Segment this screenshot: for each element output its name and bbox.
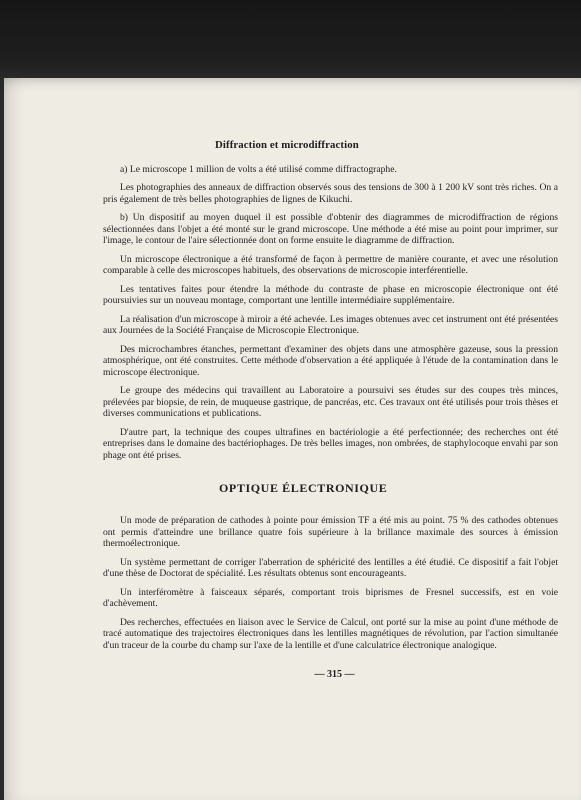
paragraph: Un interféromètre à faisceaux séparés, comportant trois biprismes de Fresnel successifs, est en voie d'achèvement. xyxy=(103,586,558,610)
paragraph: Un mode de préparation de cathodes à pointe pour émission TF a été mis au point. 75 % des cathodes obtenues ont permis d'atteindre une brillance quatre fois supérieure à la brillance maximale des sources à émission thermoélectronique. xyxy=(103,515,558,550)
page-content xyxy=(103,140,558,681)
paragraph: Les tentatives faites pour étendre la méthode du contraste de phase en microscopie électronique ont été poursuivies sur un nouveau montage, comportant une lentille intermédiaire supplémentaire. xyxy=(103,283,558,307)
paragraph: Le groupe des médecins qui travaillent au Laboratoire a poursuivi ses études sur des coupes très minces, prélevées par biopsie, de rein, de muqueuse gastrique, de pancréas, etc. Ces travaux ont été utilisés pour trois thèses et diverses communications et publications. xyxy=(103,385,558,420)
paragraph: b) Un dispositif au moyen duquel il est possible d'obtenir des diagrammes de microdiffraction de régions sélectionnées dans l'objet a été monté sur le grand microscope. Une méthode a été mise au point pour imprimer, sur l'image, le contour de l'aire sélectionnée dont on forme ensuite le diagramme de diffraction. xyxy=(103,211,558,247)
paragraph: Un système permettant de corriger l'aberration de sphéricité des lentilles a été étudié. Ce dispositif a fait l'objet d'une thèse de Doctorat de spécialité. Les résultats obtenus sont encourageants. xyxy=(103,556,558,580)
paragraph: Des recherches, effectuées en liaison avec le Service de Calcul, ont porté sur la mise au point d'une méthode de tracé automatique des trajectoires électroniques dans les lentilles magnétiques de révolution, par l'action simultanée d'un traceur de la courbe du champ sur l'axe de la lentille et d'une calculatrice électronique analogique. xyxy=(103,616,558,651)
optique-body xyxy=(103,515,558,651)
paragraph: Un microscope électronique a été transformé de façon à permettre de manière courante, et avec une résolution comparable à celle des microscopes habituels, des observations de microscopie interférentielle. xyxy=(103,253,558,277)
paragraph: D'autre part, la technique des coupes ultrafines en bactériologie a été perfectionnée; des recherches ont été entreprises dans le domaine des bactériophages. De très belles images, non ombrées, de staphylocoque envahi par son phage ont été prises. xyxy=(103,426,558,461)
paragraph: Des microchambres étanches, permettant d'examiner des objets dans une atmosphère gazeuse, sous la pression atmosphérique, ont été construites. Cette méthode d'observation a été appliquée à l'étude de la contamination dans le microscope électronique. xyxy=(103,343,558,378)
paragraph: Les photographies des anneaux de diffraction observés sous des tensions de 300 à 1 200 kV sont très riches. On a pris également de très belles photographies de lignes de Kikuchi. xyxy=(103,181,558,205)
section-heading-optique: OPTIQUE ÉLECTRONIQUE xyxy=(219,481,388,496)
paragraph: a) Le microscope 1 million de volts a été utilisé comme diffractographe. xyxy=(120,163,397,175)
section-heading-diffraction: Diffraction et microdiffraction xyxy=(215,139,359,151)
page-number: — 315 — xyxy=(314,669,355,681)
diffraction-body xyxy=(103,164,558,462)
paragraph: La réalisation d'un microscope à miroir a été achevée. Les images obtenues avec cet instrument ont été présentées aux Journées de la Société Française de Microscopie Electronique. xyxy=(103,313,558,337)
